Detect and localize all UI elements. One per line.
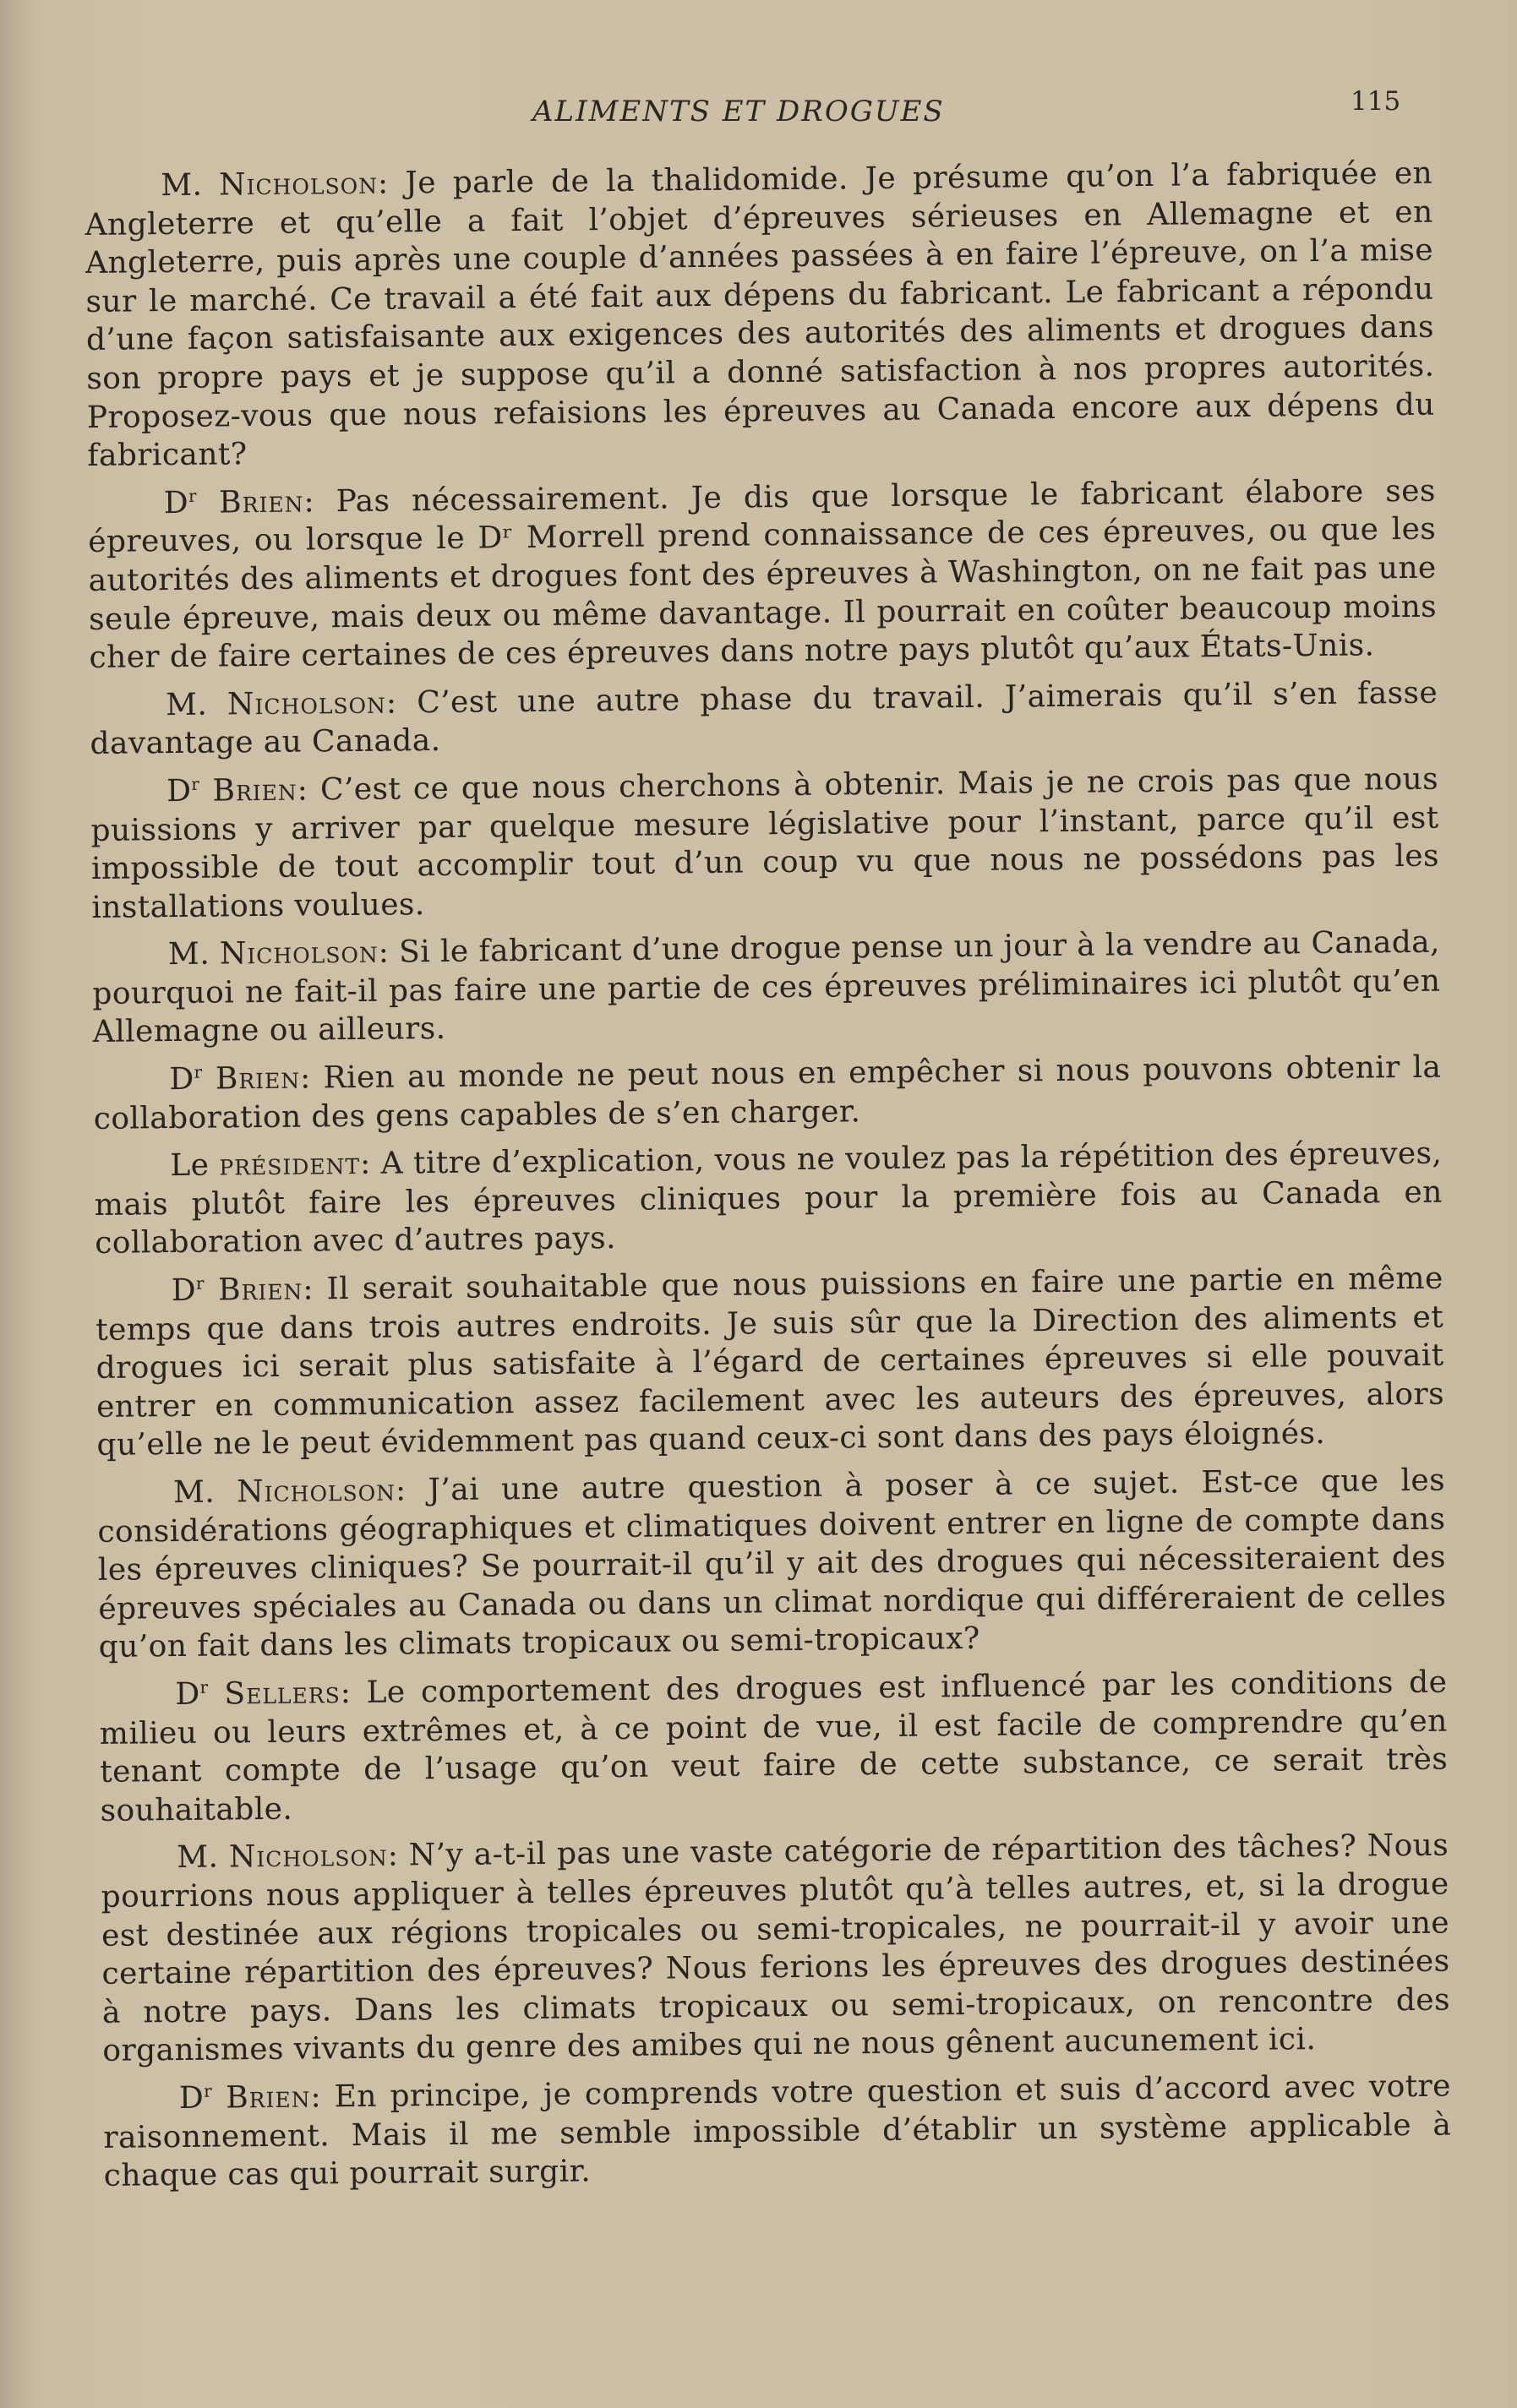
speaker-name: Brien <box>199 772 297 809</box>
paragraph <box>94 1135 1443 1263</box>
paragraph <box>97 1462 1447 1667</box>
paragraph <box>99 1664 1449 1831</box>
paragraph-text: : Rien au monde ne peut nous en empêcher si nous pouvons obtenir la collaboration des gens capables de s’en charger. <box>93 1049 1442 1136</box>
paragraph <box>88 471 1438 677</box>
paragraph <box>90 760 1440 928</box>
paragraph-text: : En principe, je comprends votre question et suis d’accord avec votre raisonnement. Mais il me semble impossible d’établir un système applicable à chaque cas qui pourrait surgir. <box>103 2068 1452 2193</box>
speaker-name: président <box>219 1147 361 1183</box>
page-header <box>0 84 1517 135</box>
title-superscript: r <box>204 2081 213 2101</box>
speaker-prefix: Le <box>170 1147 220 1184</box>
speaker-name: Nicholson <box>236 1473 396 1510</box>
paragraph-text: : Je parle de la thalidomide. Je présume qu’on l’a fabriquée en Angleterre et qu’elle a fait l’objet d’épreuves sérieuses en Allemagne et en Angleterre, puis après une couple d’années passées à en faire l’épreuve, on l’a mise sur le marché. Ce travail a été fait aux dépens du fabricant. Le fabricant a répondu d’une façon satisfaisante aux exigences des autorités des aliments et drogues dans son propre pays et je suppose qu’il a donné satisfaction à nos propres autorités. Proposez-vous que nous refaisions les épreuves au Canada encore aux dépens du fabricant? <box>85 155 1435 474</box>
paragraph-text: : N’y a-t-il pas une vaste catégorie de répartition des tâches? Nous pourrions nous appliquer à telles épreuves plutôt qu’à telles autres, et, si la drogue est destinée aux régions tropicales ou semi-tropicales, ne pourrait-il y avoir une certaine répartition des épreuves? Nous ferions les épreuves des drogues destinées à notre pays. Dans les climats tropicaux ou semi-tropicaux, on rencontre des organismes vivants du genre des amibes qui ne nous gênent aucunement ici. <box>101 1828 1451 2069</box>
paragraph <box>103 2067 1452 2195</box>
speaker-prefix: D <box>178 2080 205 2116</box>
speaker-prefix: M. <box>167 936 221 972</box>
paragraph-text: : J’ai une autre question à poser à ce sujet. Est-ce que les considérations géographiques et climatiques doivent entrer en ligne de compte dans les épreuves cliniques? Se pourrait-il qu’il y ait des drogues qui nécessiteraient des épreuves spéciales au Canada ou dans un climat nordique qui différeraient de celles qu’on fait dans les climats tropicaux ou semi-tropicaux? <box>97 1463 1447 1665</box>
speaker-prefix: M. <box>172 1474 237 1511</box>
paragraph <box>92 923 1441 1052</box>
speaker-prefix: D <box>169 1061 194 1098</box>
paragraph <box>85 155 1435 476</box>
paragraph-text: : C’est une autre phase du travail. J’aimerais qu’il s’en fasse davantage au Canada. <box>90 675 1438 762</box>
paragraph <box>95 1260 1445 1465</box>
speaker-prefix: M. <box>161 167 220 204</box>
speaker-prefix: D <box>175 1676 200 1713</box>
speaker-prefix: D <box>163 485 189 520</box>
running-title: ALIMENTS ET DROGUES <box>532 95 945 128</box>
page-number: 115 <box>1351 86 1401 117</box>
speaker-name: Brien <box>202 1060 301 1097</box>
paragraph-text: : Il serait souhaitable que nous puissions en faire une partie en même temps que dans trois autres endroits. Je suis sûr que la Direction des aliments et drogues ici serait plus satisfaite à l’égard de certaines épreuves si elle pouvait entrer en communication assez facilement avec les auteurs des épreuves, alors qu’elle ne le peut évidemment pas quand ceux-ci sont dans des pays éloignés. <box>95 1261 1445 1463</box>
speaker-name: Sellers <box>208 1675 341 1712</box>
paragraph <box>101 1827 1451 2071</box>
paragraph-text: : Si le fabricant d’une drogue pense un jour à la vendre au Canada, pourquoi ne fait-il pas faire une partie de ces épreuves préliminaires ici plutôt qu’en Allemagne ou ailleurs. <box>92 924 1441 1050</box>
paragraph <box>93 1049 1442 1138</box>
speaker-name: Brien <box>204 1272 303 1308</box>
speaker-prefix: M. <box>177 1839 230 1876</box>
speaker-name: Brien <box>211 2079 311 2116</box>
paragraph <box>90 673 1438 763</box>
speaker-name: Nicholson <box>226 685 387 722</box>
paragraph-text: : C’est ce que nous cherchons à obtenir. Mais je ne crois pas que nous puissions y arriver par quelque mesure législative pour l’instant, parce qu’il est impossible de tout accomplir tout d’un coup vu que nous ne possédons pas les installations voulues. <box>90 761 1440 925</box>
speaker-name: Brien <box>196 484 304 520</box>
speaker-prefix: M. <box>165 687 228 722</box>
transcript-body <box>85 155 1452 2205</box>
title-superscript: r <box>194 1062 203 1082</box>
speaker-name: Nicholson <box>228 1838 388 1875</box>
speaker-prefix: D <box>171 1272 197 1309</box>
paragraph-text: : Le comportement des drogues est influencé par les conditions de milieu ou leurs extrêmes et, à ce point de vue, il est facile de comprendre qu’en tenant compte de l’usage qu’on veut faire de cette substance, ce serait très souhaitable. <box>99 1664 1449 1828</box>
speaker-prefix: D <box>166 773 192 809</box>
title-superscript: r <box>191 774 200 794</box>
speaker-name: Nicholson <box>219 934 379 972</box>
title-superscript: r <box>199 1677 209 1697</box>
paragraph-text: : Pas nécessairement. Je dis que lorsque le fabricant élabore ses épreuves, ou lorsque le Dʳ Morrell prend connaissance de ces épreuves, ou que les autorités des aliments et drogues font des épreuves à Washington, on ne fait pas une seule épreuve, mais deux ou même davantage. Il pourrait en coûter beaucoup moins cher de faire certaines de ces épreuves dans notre pays plutôt qu’aux États-Unis. <box>88 473 1438 676</box>
paragraph-text: : A titre d’explication, vous ne voulez pas la répétition des épreuves, mais plutôt faire les épreuves cliniques pour la première fois au Canada en collaboration avec d’autres pays. <box>94 1136 1443 1261</box>
title-superscript: r <box>188 486 197 506</box>
title-superscript: r <box>195 1273 205 1294</box>
speaker-name: Nicholson <box>218 166 379 203</box>
